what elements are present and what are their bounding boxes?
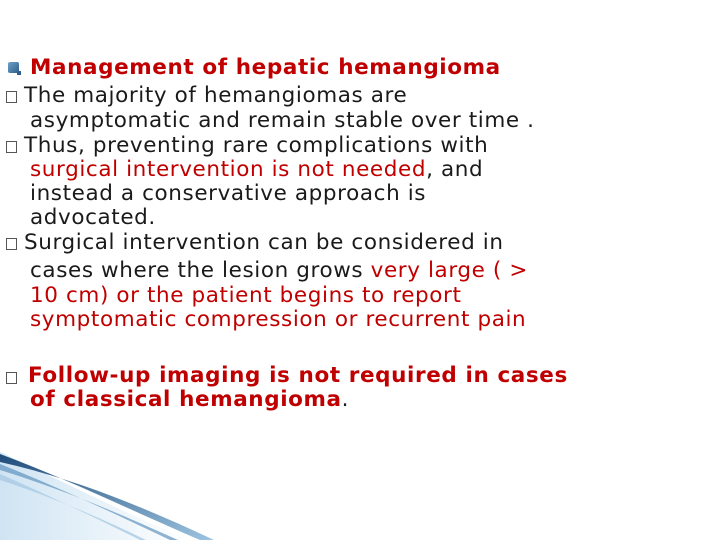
q-bullet-icon xyxy=(8,62,19,73)
heading: Management of hepatic hemangioma xyxy=(30,55,501,80)
para3-highlight: very large ( > xyxy=(370,258,528,283)
para2-line3: instead a conservative approach is xyxy=(30,181,427,206)
para4-line2-tail: . xyxy=(341,387,350,412)
para3-line2 xyxy=(30,259,528,283)
para1-line1: The majority of hemangiomas are xyxy=(24,83,408,108)
para4-line2-text: of classical hemangioma xyxy=(30,387,342,412)
para2-highlight: surgical intervention is not needed xyxy=(30,157,427,182)
para2-line2 xyxy=(30,158,483,182)
checkbox-bullet-icon xyxy=(6,372,17,384)
para4-line2 xyxy=(30,388,349,412)
para3-line4: symptomatic compression or recurrent pain xyxy=(30,307,527,332)
checkbox-bullet-icon xyxy=(6,238,17,250)
para3-line3: 10 cm) or the patient begins to report xyxy=(30,283,462,308)
para3-line2-pre: cases where the lesion grows xyxy=(30,258,371,283)
checkbox-bullet-icon xyxy=(6,91,17,103)
para2-line2-tail: , and xyxy=(426,157,484,182)
decorative-swoosh xyxy=(0,440,260,540)
para1-line2: asymptomatic and remain stable over time . xyxy=(30,108,535,133)
para2-line1: Thus, preventing rare complications with xyxy=(24,133,489,158)
para4-line1: Follow-up imaging is not required in cases xyxy=(28,363,568,388)
para3-line1: Surgical intervention can be considered in xyxy=(24,230,504,255)
checkbox-bullet-icon xyxy=(6,141,17,153)
para2-line4: advocated. xyxy=(30,205,156,230)
